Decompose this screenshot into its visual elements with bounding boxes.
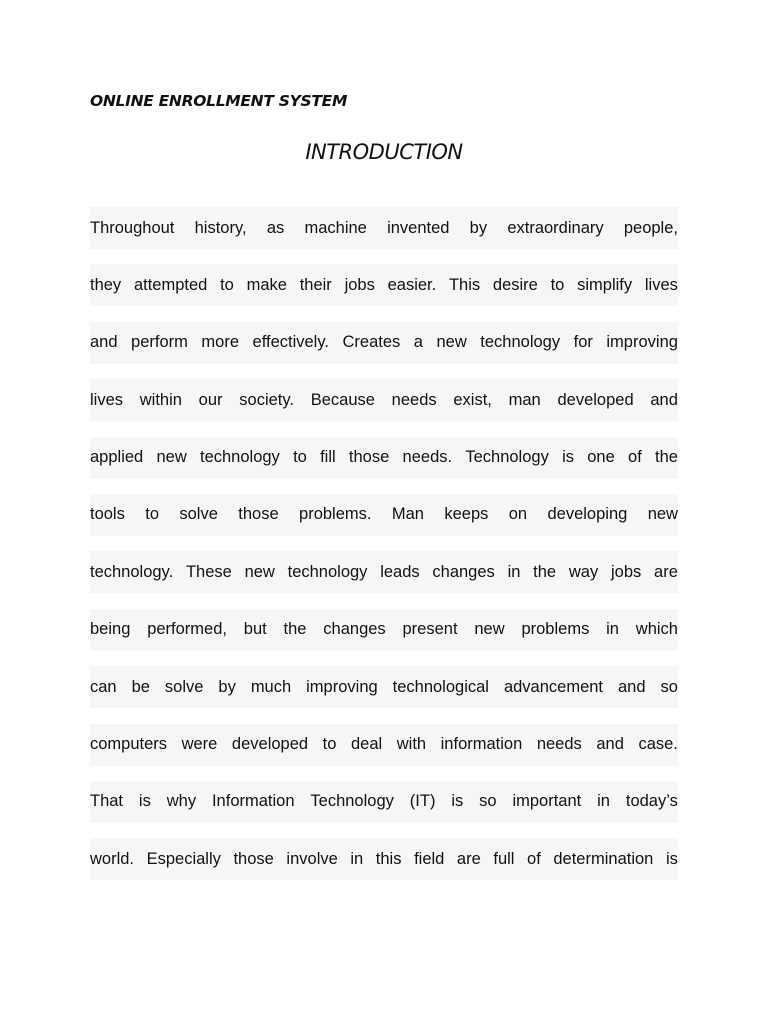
paragraph-line: lives within our society. Because needs exist, man developed and <box>90 379 678 421</box>
paragraph-line: being performed, but the changes present new problems in which <box>90 609 678 651</box>
paragraph-line: applied new technology to fill those needs. Technology is one of the <box>90 437 678 479</box>
body-paragraph <box>90 207 678 896</box>
paragraph-line: tools to solve those problems. Man keeps on developing new <box>90 494 678 536</box>
section-title: INTRODUCTION <box>305 140 463 164</box>
paragraph-line: world. Especially those involve in this field are full of determination is <box>90 838 678 880</box>
paragraph-line: Throughout history, as machine invented by extraordinary people, <box>90 207 678 249</box>
paragraph-line: That is why Information Technology (IT) is so important in today’s <box>90 781 678 823</box>
paragraph-line: computers were developed to deal with information needs and case. <box>90 724 678 766</box>
document-header: ONLINE ENROLLMENT SYSTEM <box>90 92 348 110</box>
paragraph-line: can be solve by much improving technological advancement and so <box>90 666 678 708</box>
paragraph-line: technology. These new technology leads changes in the way jobs are <box>90 551 678 593</box>
paragraph-line: they attempted to make their jobs easier. This desire to simplify lives <box>90 264 678 306</box>
paragraph-line: and perform more effectively. Creates a new technology for improving <box>90 322 678 364</box>
